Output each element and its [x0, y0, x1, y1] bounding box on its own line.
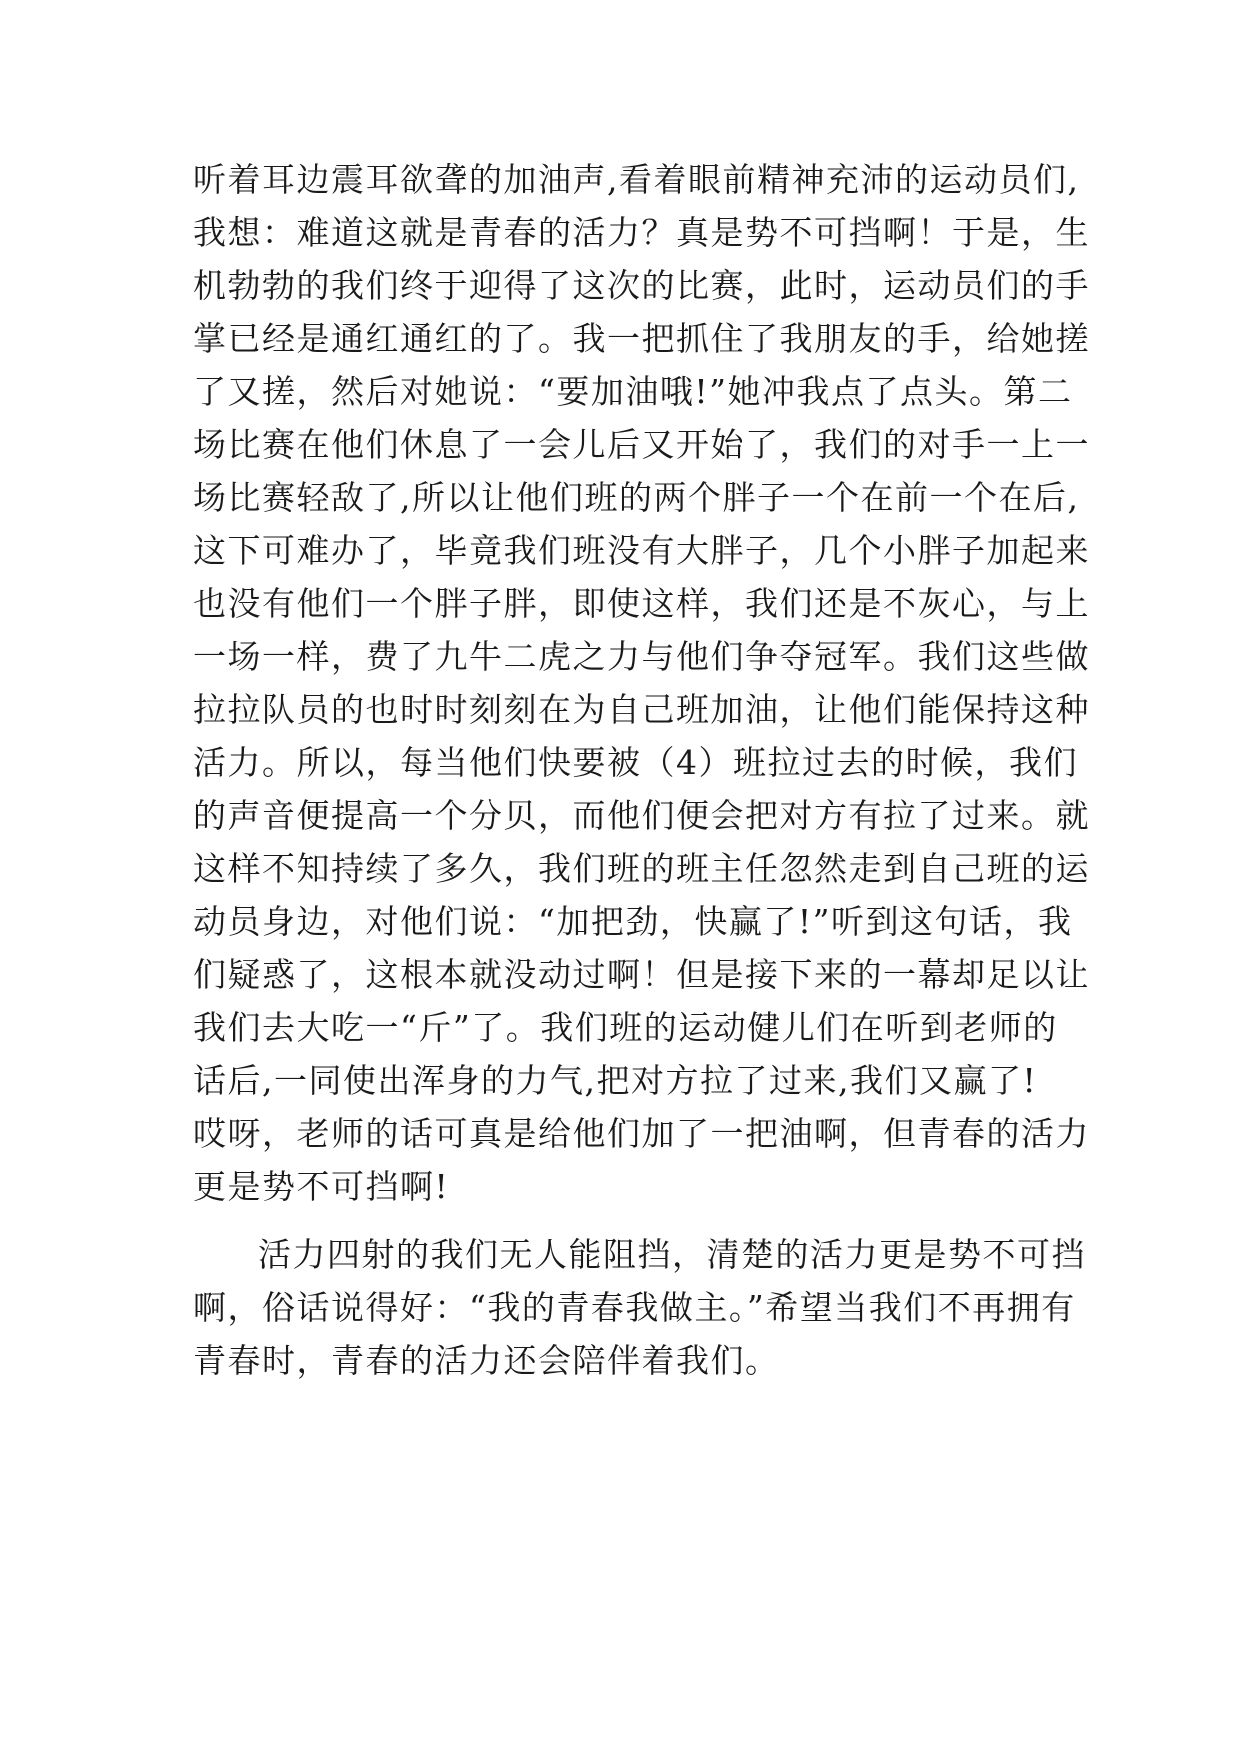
text-line: 动员身边，对他们说：“加把劲，快赢了!”听到这句话，我	[193, 902, 1073, 941]
text-line: 也没有他们一个胖子胖，即使这样，我们还是不灰心，与上	[193, 584, 1090, 623]
text-line: 掌已经是通红通红的了。我一把抓住了我朋友的手，给她搓	[193, 319, 1090, 358]
text-line: 机勃勃的我们终于迎得了这次的比赛，此时，运动员们的手	[193, 266, 1090, 305]
text-line: 们疑惑了，这根本就没动过啊！但是接下来的一幕却足以让	[193, 955, 1090, 994]
text-line: 我想：难道这就是青春的活力？真是势不可挡啊！于是，生	[193, 213, 1090, 252]
text-line: 拉拉队员的也时时刻刻在为自己班加油，让他们能保持这种	[193, 690, 1090, 729]
text-line: 听着耳边震耳欲聋的加油声,看着眼前精神充沛的运动员们,	[193, 160, 1080, 199]
text-line: 更是势不可挡啊!	[193, 1167, 450, 1206]
text-line: 话后,一同使出浑身的力气,把对方拉了过来,我们又赢了!	[193, 1061, 1038, 1100]
text-line: 的声音便提高一个分贝，而他们便会把对方有拉了过来。就	[193, 796, 1090, 835]
text-line: 这样不知持续了多久，我们班的班主任忽然走到自己班的运	[193, 849, 1090, 888]
text-line: 青春时，青春的活力还会陪伴着我们。	[193, 1341, 780, 1380]
text-line: 场比赛轻敌了,所以让他们班的两个胖子一个在前一个在后,	[193, 478, 1080, 517]
text-line: 场比赛在他们休息了一会儿后又开始了，我们的对手一上一	[193, 425, 1090, 464]
paragraph-first-line: 活力四射的我们无人能阻挡，清楚的活力更是势不可挡	[258, 1235, 1086, 1274]
text-line: 这下可难办了，毕竟我们班没有大胖子，几个小胖子加起来	[193, 531, 1090, 570]
text-line: 了又搓，然后对她说：“要加油哦!”她冲我点了点头。第二	[193, 372, 1073, 411]
text-line: 一场一样，费了九牛二虎之力与他们争夺冠军。我们这些做	[193, 637, 1090, 676]
text-line: 哎呀，老师的话可真是给他们加了一把油啊，但青春的活力	[193, 1114, 1090, 1153]
text-line: 啊，俗话说得好：“我的青春我做主。”希望当我们不再拥有	[193, 1288, 1076, 1327]
text-line: 我们去大吃一“斤”了。我们班的运动健儿们在听到老师的	[193, 1008, 1058, 1047]
text-line: 活力。所以，每当他们快要被（4）班拉过去的时候，我们	[193, 743, 1078, 782]
